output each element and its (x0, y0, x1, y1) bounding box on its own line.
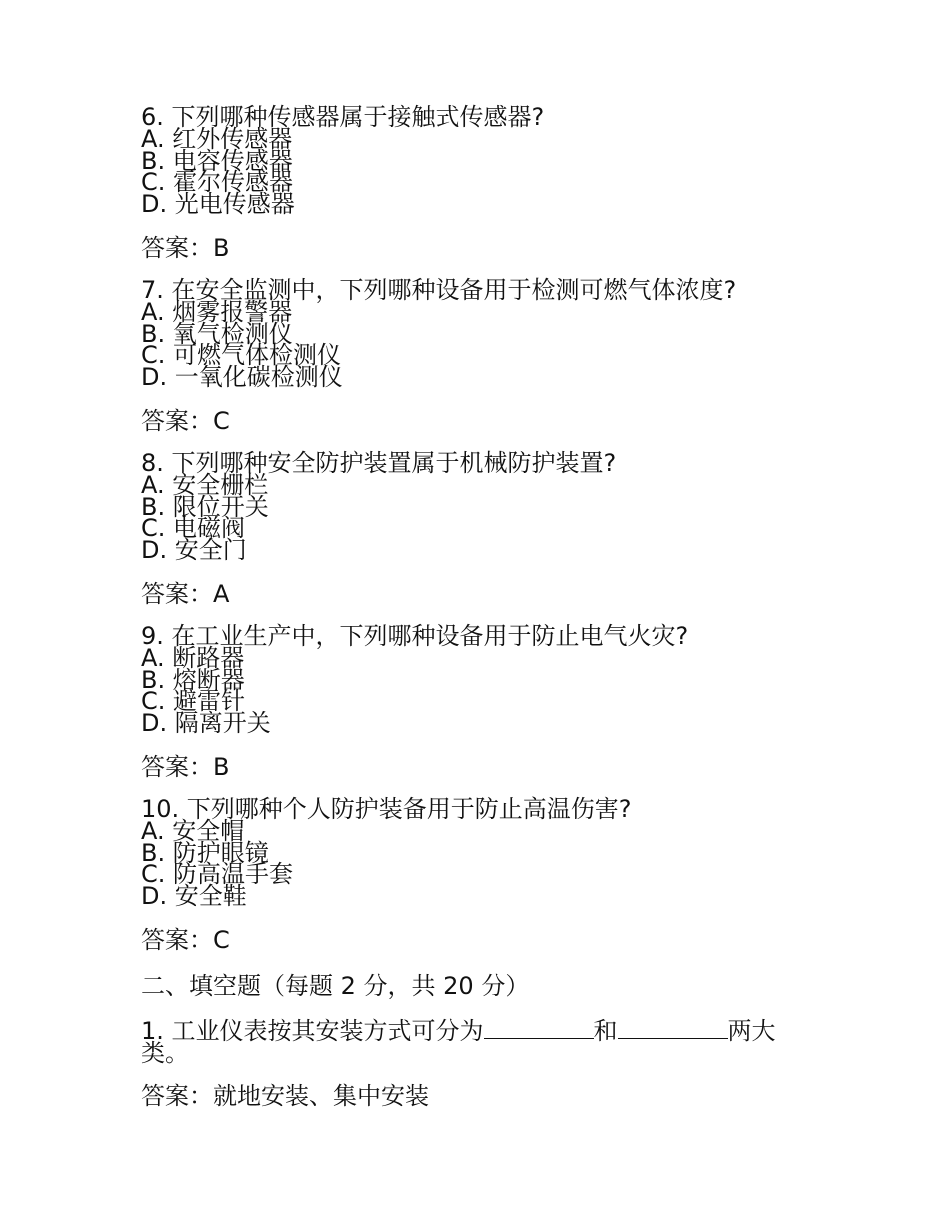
option-b: B. 氧气检测仪 (141, 319, 293, 348)
question-6 (141, 103, 821, 262)
option-a: A. 安全栅栏 (141, 470, 269, 499)
option-list (141, 297, 821, 392)
option-a: A. 红外传感器 (141, 124, 293, 153)
option-list (141, 470, 821, 565)
option-c: C. 避雷针 (141, 687, 246, 716)
answer-text: 答案：B (141, 233, 230, 262)
answer-text: 答案：C (141, 925, 230, 954)
option-a: A. 烟雾报警器 (141, 297, 293, 326)
answer-text: 答案：就地安装、集中安装 (141, 1081, 429, 1110)
option-d: D. 光电传感器 (141, 190, 295, 219)
option-c: C. 电磁阀 (141, 514, 246, 543)
question-title: 10. 下列哪种个人防护装备用于防止高温伤害? (141, 794, 632, 823)
option-c: C. 霍尔传感器 (141, 168, 294, 197)
question-text-part-3: 两大类。 (141, 1016, 776, 1067)
question-text-part-1: 1. 工业仪表按其安装方式可分为 (141, 1016, 484, 1045)
option-list (141, 643, 821, 738)
answer-text: 答案：C (141, 406, 230, 435)
option-list (141, 816, 821, 911)
option-a: A. 断路器 (141, 643, 245, 672)
question-9 (141, 621, 821, 781)
option-b: B. 限位开关 (141, 492, 269, 521)
option-d: D. 安全门 (141, 536, 247, 565)
option-b: B. 防护眼镜 (141, 838, 269, 867)
option-d: D. 一氧化碳检测仪 (141, 363, 343, 392)
option-d: D. 隔离开关 (141, 709, 271, 738)
document-page (141, 103, 821, 1128)
option-d: D. 安全鞋 (141, 882, 247, 911)
blank-line-1 (484, 1020, 594, 1039)
question-text-part-2: 和 (593, 1016, 618, 1045)
blank-line-2 (618, 1020, 728, 1039)
question-7 (141, 275, 821, 435)
question-8 (141, 448, 821, 608)
question-title: 7. 在安全监测中，下列哪种设备用于检测可燃气体浓度? (141, 275, 737, 304)
section-heading: 二、填空题（每题 2 分，共 20 分） (141, 971, 530, 1000)
question-title: 8. 下列哪种安全防护装置属于机械防护装置? (141, 448, 617, 477)
question-title: 9. 在工业生产中，下列哪种设备用于防止电气火灾? (141, 621, 689, 650)
option-list (141, 124, 821, 219)
question-10 (141, 794, 821, 954)
option-c: C. 防高温手套 (141, 860, 294, 889)
fill-in-question-1 (141, 1016, 801, 1067)
option-b: B. 熔断器 (141, 665, 245, 694)
option-b: B. 电容传感器 (141, 146, 293, 175)
answer-text: 答案：A (141, 579, 230, 608)
answer-text: 答案：B (141, 752, 230, 781)
question-title: 6. 下列哪种传感器属于接触式传感器? (141, 103, 545, 131)
option-c: C. 可燃气体检测仪 (141, 341, 342, 370)
option-a: A. 安全帽 (141, 816, 245, 845)
